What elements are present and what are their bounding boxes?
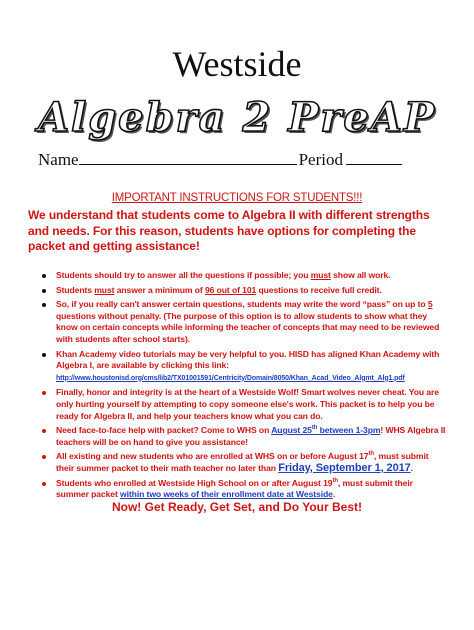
name-period-row: [38, 150, 448, 170]
bullet-text: ! WHS Algebra II teachers will be on hand to give you assistance!: [56, 425, 446, 447]
deadline-date: Friday, September 1, 2017: [278, 461, 411, 474]
list-item: [38, 478, 446, 501]
emphasis-text: must: [310, 270, 331, 280]
date-text: August 25: [271, 425, 312, 436]
bullet-icon: [42, 482, 46, 486]
school-title: Westside: [172, 44, 302, 84]
date-suffix: th: [311, 425, 318, 432]
enrollment-deadline: within two weeks of their enrollment date at Westside: [120, 489, 333, 500]
bullet-icon: [42, 391, 46, 395]
period-label: Period: [298, 150, 343, 169]
bullet-text: .: [410, 462, 413, 473]
emphasis-text: 96 out of 101: [204, 284, 257, 295]
bullet-text: show all work.: [330, 270, 391, 280]
bullet-text: .: [332, 489, 336, 500]
bullet-icon: [42, 353, 46, 357]
bullet-text: answer a minimum of: [114, 284, 205, 295]
bullet-text: Finally, honor and integrity is at the heart of a Westside Wolf! Smart wolves never cheat. You are only hurting yourself by attempting to copy someone else's work. This packet is to help you be ready for Algebra II, and help your teachers know what you can do.: [56, 387, 439, 421]
help-session-date: [271, 425, 380, 435]
list-item: [38, 349, 446, 385]
bullet-text: , must submit their summer packet to their math teacher no later than: [56, 451, 429, 473]
list-item: [38, 299, 446, 345]
instructions-title: IMPORTANT INSTRUCTIONS FOR STUDENTS!!!: [111, 192, 363, 204]
instructions-intro: We understand that students come to Algebra II with different strengths and needs. For this reason, students have options for completing the packet and getting assistance!: [28, 208, 430, 253]
list-item: [38, 285, 446, 297]
khan-academy-link[interactable]: http://www.houstonisd.org/cms/lib2/TX01001591/Centricity/Domain/8050/Khan_Acad_Video_Algmt_Alg1.pdf: [56, 374, 405, 382]
bullet-text: Need face-to-face help with packet? Come to WHS on: [56, 425, 272, 436]
date-time: between 1-3pm: [317, 425, 381, 436]
date-suffix: th: [368, 451, 374, 458]
bullet-text: Students should try to answer all the questions if possible; you: [56, 270, 311, 280]
course-title: Algebra 2 PreAP: [37, 94, 436, 141]
bullet-text: questions without penalty. (The purpose of this option is to allow students to show what they know on certain concepts while informing the teacher of concepts that may need to be reviewed with students after school starts).: [56, 310, 440, 344]
instructions-list: [38, 270, 446, 504]
emphasis-text: 5: [427, 299, 433, 310]
bullet-text: , must submit their summer packet: [56, 477, 413, 500]
bullet-text: All existing and new students who are enrolled at WHS on or before August 17: [56, 451, 369, 462]
list-item: [38, 387, 446, 422]
bullet-text: Khan Academy video tutorials may be very helpful to you. HISD has aligned Khan Academy with Algebra I, are available by clicking this link:: [56, 348, 440, 371]
bullet-icon: [42, 303, 46, 307]
bullet-icon: [42, 429, 46, 433]
date-suffix: th: [332, 477, 338, 484]
period-blank-line: [346, 150, 402, 165]
bullet-icon: [42, 455, 46, 459]
bullet-icon: [42, 289, 46, 293]
closing-message: Now! Get Ready, Get Set, and Do Your Best!: [111, 500, 363, 514]
emphasis-text: must: [94, 284, 115, 295]
bullet-text: So, if you really can't answer certain questions, students may write the word “pass” on up to: [56, 299, 428, 310]
bullet-text: Students: [56, 284, 95, 295]
list-item: [38, 270, 446, 282]
bullet-text: Students who enrolled at Westside High School on or after August 19: [56, 477, 333, 488]
bullet-text: questions to receive full credit.: [256, 284, 382, 295]
bullet-icon: [42, 274, 46, 278]
list-item: [38, 425, 446, 448]
list-item: [38, 451, 446, 474]
name-blank-line: [79, 150, 297, 165]
name-label: Name: [38, 150, 79, 169]
